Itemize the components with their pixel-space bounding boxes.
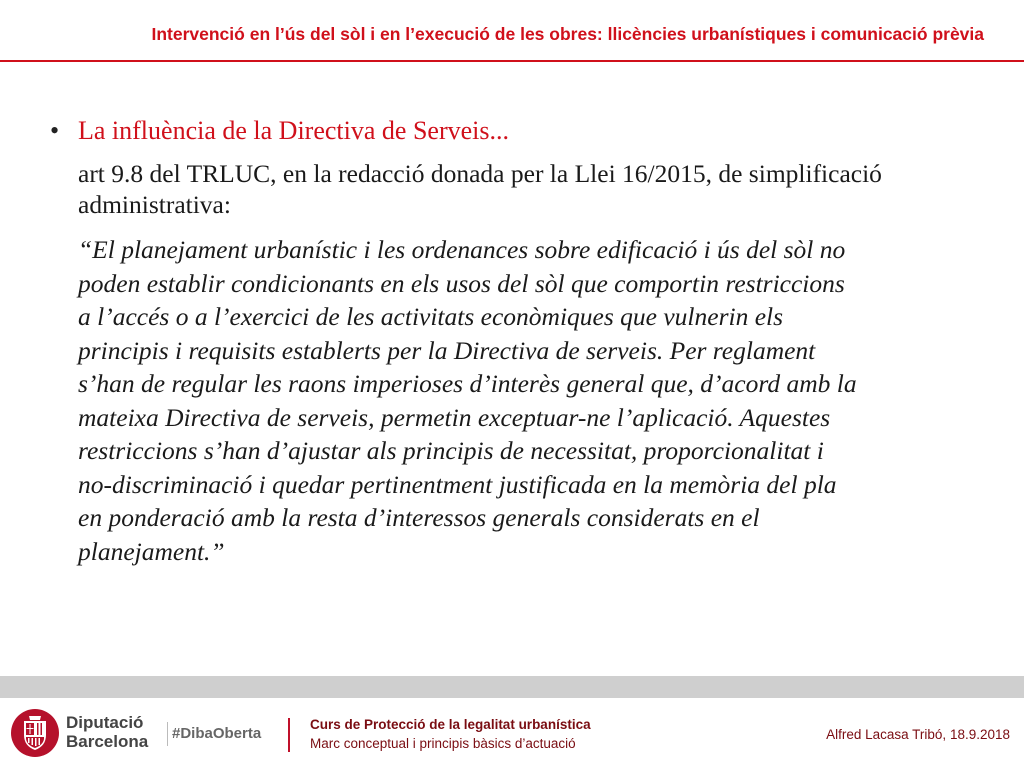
diputacio-logo-icon: [10, 708, 60, 758]
quote-line: a l’accés o a l’exercici de les activitats econòmiques que vulnerin els: [78, 302, 784, 331]
quote-line: mateixa Directiva de serveis, permetin exceptuar-ne l’aplicació. Aquestes: [78, 402, 831, 432]
quote-line: restriccions s’han d’ajustar als principis de necessitat, proporcionalitat i: [78, 436, 824, 465]
logo-line1: Diputació: [66, 713, 144, 732]
logo-wordmark: [66, 713, 148, 751]
quote-line: poden establir condicionants en els usos del sòl que comportin restriccions: [78, 268, 845, 298]
quote-line: no-discriminació i quedar pertinentment justificada en la memòria del pla: [78, 469, 837, 499]
logo-line2: Barcelona: [66, 732, 149, 751]
intro-paragraph: art 9.8 del TRLUC, en la redacció donada per la Llei 16/2015, de simplificació administrativa:: [78, 159, 882, 219]
slide-footer: [0, 698, 1024, 768]
quote-line: en ponderació amb la resta d’interessos generals considerats en el: [78, 503, 760, 532]
quote-line: principis i requisits establerts per la Directiva de serveis. Per reglament: [78, 335, 816, 365]
quote-line: s’han de regular les raons imperioses d’interès general que, d’acord amb la: [78, 369, 857, 398]
bullet-icon: •: [50, 116, 60, 145]
author-date: Alfred Lacasa Tribó, 18.9.2018: [826, 727, 1010, 742]
header-title: Intervenció en l’ús del sòl i en l’execució de les obres: llicències urbanístiques i comunicació prèvia: [151, 24, 984, 44]
quote-line: planejament.”: [78, 536, 225, 566]
course-subtitle: Marc conceptual i principis bàsics d’actuació: [310, 736, 576, 751]
header-divider: [0, 60, 1024, 62]
footer-divider-red: [288, 718, 290, 752]
slide-content: [50, 112, 1020, 568]
bullet-heading: La influència de la Directiva de Serveis...: [78, 116, 509, 145]
quote-paragraph: [78, 233, 1023, 568]
slide-header: [0, 0, 1024, 62]
course-info: [310, 715, 591, 753]
course-title: Curs de Protecció de la legalitat urbanística: [310, 717, 591, 732]
footer-band: [0, 676, 1024, 698]
hashtag-label: #DibaOberta: [172, 725, 262, 742]
footer-divider-thin: [167, 722, 168, 746]
bullet-item: [50, 112, 1020, 150]
quote-line: “El planejament urbanístic i les ordenances sobre edificació i ús del sòl no: [78, 235, 846, 264]
